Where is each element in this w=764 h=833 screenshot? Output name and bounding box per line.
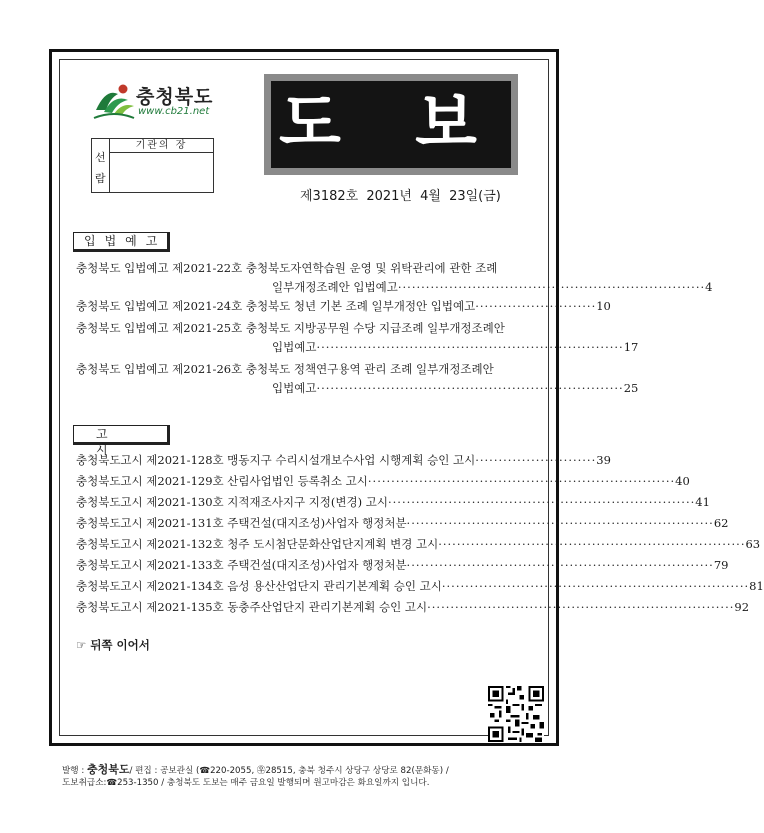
issue-number-date: 제3182호 2021년 4월 23일(금) bbox=[300, 189, 501, 204]
approval-header: 기관의 장 bbox=[110, 139, 213, 153]
title-banner bbox=[264, 74, 518, 175]
toc-entry-cont: 입법예고 bbox=[272, 340, 317, 354]
toc-entry-continuation[interactable]: 입법예고 ·································································· 17 bbox=[272, 340, 639, 354]
toc-entry[interactable] bbox=[76, 261, 532, 275]
logo-url: www.cb21.net bbox=[138, 106, 210, 117]
toc-page-number: 41 bbox=[695, 495, 710, 509]
toc-page-number: 4 bbox=[705, 280, 713, 294]
toc-page-number: 17 bbox=[623, 340, 639, 354]
approval-side-top: 선 bbox=[95, 151, 106, 164]
section-label-notices: 고시 bbox=[73, 425, 170, 445]
toc-entry[interactable]: 충청북도 입법예고 제2021-24호 충청북도 청년 기본 조례 일부개정안 입법예고 ·························· 10 bbox=[76, 299, 611, 313]
toc-entry-title: 충청북도 입법예고 제2021-22호 충청북도자연학습원 운영 및 위탁관리에 관한 조례 bbox=[76, 261, 498, 275]
toc-page-number: 62 bbox=[713, 516, 729, 530]
logo-emblem-icon bbox=[92, 80, 136, 124]
toc-page-number: 92 bbox=[734, 600, 750, 614]
footer-line1-rest: / 편집 : 공보관실 (☎220-2055, ㉾28515, 충북 청주시 상당구 상당로 82(문화동) / bbox=[129, 766, 449, 776]
chungbuk-logo bbox=[92, 80, 232, 124]
toc-entry-cont: 입법예고 bbox=[272, 381, 317, 395]
section-label-legislation: 입법예고 bbox=[73, 232, 170, 252]
toc-page-number: 10 bbox=[596, 299, 611, 313]
toc-entry-title: 충청북도 입법예고 제2021-26호 충청북도 정책연구용역 관리 조례 일부개정조례안 bbox=[76, 362, 494, 376]
toc-page-number: 81 bbox=[749, 579, 764, 593]
toc-entry[interactable]: 충청북도고시 제2021-133호 주택건설(대지조성)사업자 행정처분 ·································································· 79 bbox=[76, 558, 729, 572]
page-title: 도 보 bbox=[271, 81, 511, 168]
footer-publisher: 충청북도 bbox=[86, 763, 130, 776]
toc-entry[interactable]: 충청북도고시 제2021-131호 주택건설(대지조성)사업자 행정처분 ·································································· 62 bbox=[76, 516, 729, 530]
qr-code-icon[interactable] bbox=[488, 686, 544, 742]
toc-entry-cont: 일부개정조례안 입법예고 bbox=[272, 280, 398, 294]
footer-line-1 bbox=[62, 761, 562, 777]
toc-page-number: 39 bbox=[596, 453, 611, 467]
logo-name: 충청북도 bbox=[136, 86, 214, 108]
footer-prefix: 발행 : bbox=[62, 766, 87, 776]
toc-entry-title: 충청북도 입법예고 제2021-25호 충청북도 지방공무원 수당 지급조례 일부개정조례안 bbox=[76, 321, 505, 335]
toc-entry[interactable]: 충청북도고시 제2021-128호 맹동지구 수리시설개보수사업 시행계획 승인 고시 ·························· 39 bbox=[76, 453, 611, 467]
footer-line-2: 도보취급소:☎253-1350 / 충청북도 도보는 매주 금요일 발행되며 원고마감은 화요일까지 입니다. bbox=[62, 778, 430, 788]
toc-entry-title: 충청북도고시 제2021-129호 산림사업법인 등록취소 고시 bbox=[76, 474, 368, 488]
toc-entry-continuation[interactable]: 입법예고 ·································································· 25 bbox=[272, 381, 639, 395]
toc-entry-title: 충청북도고시 제2021-128호 맹동지구 수리시설개보수사업 시행계획 승인 고시 bbox=[76, 453, 476, 467]
toc-entry-title: 충청북도고시 제2021-135호 동충주산업단지 관리기본계획 승인 고시 bbox=[76, 600, 428, 614]
continue-note: ☞ 뒤쪽 이어서 bbox=[76, 638, 150, 652]
toc-entry-title: 충청북도 입법예고 제2021-24호 충청북도 청년 기본 조례 일부개정안 입법예고 bbox=[76, 299, 476, 313]
toc-entry-title: 충청북도고시 제2021-134호 음성 용산산업단지 관리기본계획 승인 고시 bbox=[76, 579, 442, 593]
toc-entry[interactable]: 충청북도고시 제2021-134호 음성 용산산업단지 관리기본계획 승인 고시 ·································································· 81 bbox=[76, 579, 764, 593]
toc-entry-title: 충청북도고시 제2021-130호 지적재조사지구 지정(변경) 고시 bbox=[76, 495, 388, 509]
toc-entry-continuation[interactable]: 일부개정조례안 입법예고 ·································································· 4 bbox=[272, 280, 713, 294]
toc-page-number: 40 bbox=[675, 474, 690, 488]
toc-entry-title: 충청북도고시 제2021-132호 청주 도시첨단문화산업단지계획 변경 고시 bbox=[76, 537, 439, 551]
toc-page-number: 79 bbox=[713, 558, 729, 572]
toc-entry[interactable] bbox=[76, 321, 532, 335]
toc-entry-title: 충청북도고시 제2021-131호 주택건설(대지조성)사업자 행정처분 bbox=[76, 516, 407, 530]
approval-side-bottom: 람 bbox=[95, 172, 106, 185]
toc-entry[interactable]: 충청북도고시 제2021-130호 지적재조사지구 지정(변경) 고시 ·································································· 41 bbox=[76, 495, 710, 509]
toc-entry[interactable]: 충청북도고시 제2021-129호 산림사업법인 등록취소 고시 ·································································· 40 bbox=[76, 474, 690, 488]
toc-entry-title: 충청북도고시 제2021-133호 주택건설(대지조성)사업자 행정처분 bbox=[76, 558, 407, 572]
toc-entry[interactable] bbox=[76, 362, 532, 376]
approval-side bbox=[92, 139, 110, 192]
approval-box bbox=[91, 138, 214, 193]
toc-page-number: 25 bbox=[623, 381, 639, 395]
toc-entry[interactable]: 충청북도고시 제2021-132호 청주 도시첨단문화산업단지계획 변경 고시 ·································································· 63 bbox=[76, 537, 761, 551]
toc-entry[interactable]: 충청북도고시 제2021-135호 동충주산업단지 관리기본계획 승인 고시 ·································································· 92 bbox=[76, 600, 750, 614]
toc-page-number: 63 bbox=[745, 537, 761, 551]
